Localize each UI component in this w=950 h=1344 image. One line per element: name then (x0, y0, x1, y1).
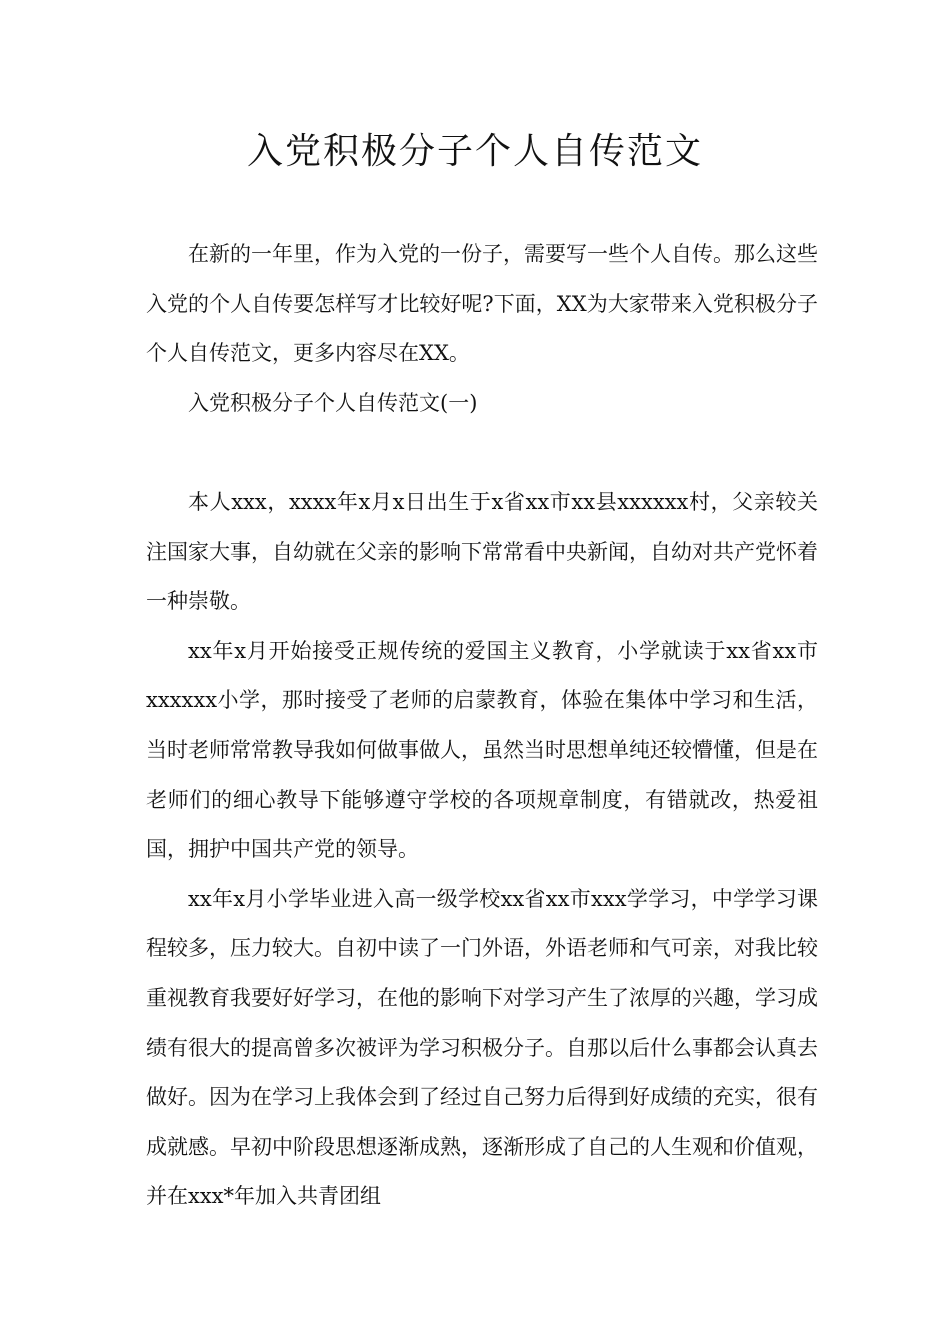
document-body (146, 230, 818, 1222)
body-paragraph-primary-school: xx年x月开始接受正规传统的爱国主义教育，小学就读于xx省xx市xxxxxx小学，那时接受了老师的启蒙教育，体验在集体中学习和生活，当时老师常常教导我如何做事做人，虽然当时思想单纯还较懵懂，但是在老师们的细心教导下能够遵守学校的各项规章制度，有错就改，热爱祖国，拥护中国共产党的领导。 (146, 638, 818, 862)
body-paragraph-middle-school: xx年x月小学毕业进入高一级学校xx省xx市xxx学学习，中学学习课程较多，压力较大。自初中读了一门外语，外语老师和气可亲，对我比较重视教育我要好好学习，在他的影响下对学习产生了浓厚的兴趣，学习成绩有很大的提高曾多次被评为学习积极分子。自那以后什么事都会认真去做好。因为在学习上我体会到了经过自己努力后得到好成绩的充实，很有成就感。早初中阶段思想逐渐成熟，逐渐形成了自己的人生观和价值观，并在xxx*年加入共青团组 (146, 886, 818, 1209)
document-title: 入党积极分子个人自传范文 (246, 131, 703, 172)
section-heading: 入党积极分子个人自传范文(一) (188, 390, 478, 415)
paragraph-gap (146, 428, 818, 478)
body-paragraph-birth: 本人xxx，xxxx年x月x日出生于x省xx市xx县xxxxxx村，父亲较关注国家大事，自幼就在父亲的影响下常常看中央新闻，自幼对共产党怀着一种崇敬。 (146, 489, 818, 614)
intro-paragraph: 在新的一年里，作为入党的一份子，需要写一些个人自传。那么这些入党的个人自传要怎样写才比较好呢?下面，XX为大家带来入党积极分子个人自传范文，更多内容尽在XX。 (146, 242, 818, 366)
